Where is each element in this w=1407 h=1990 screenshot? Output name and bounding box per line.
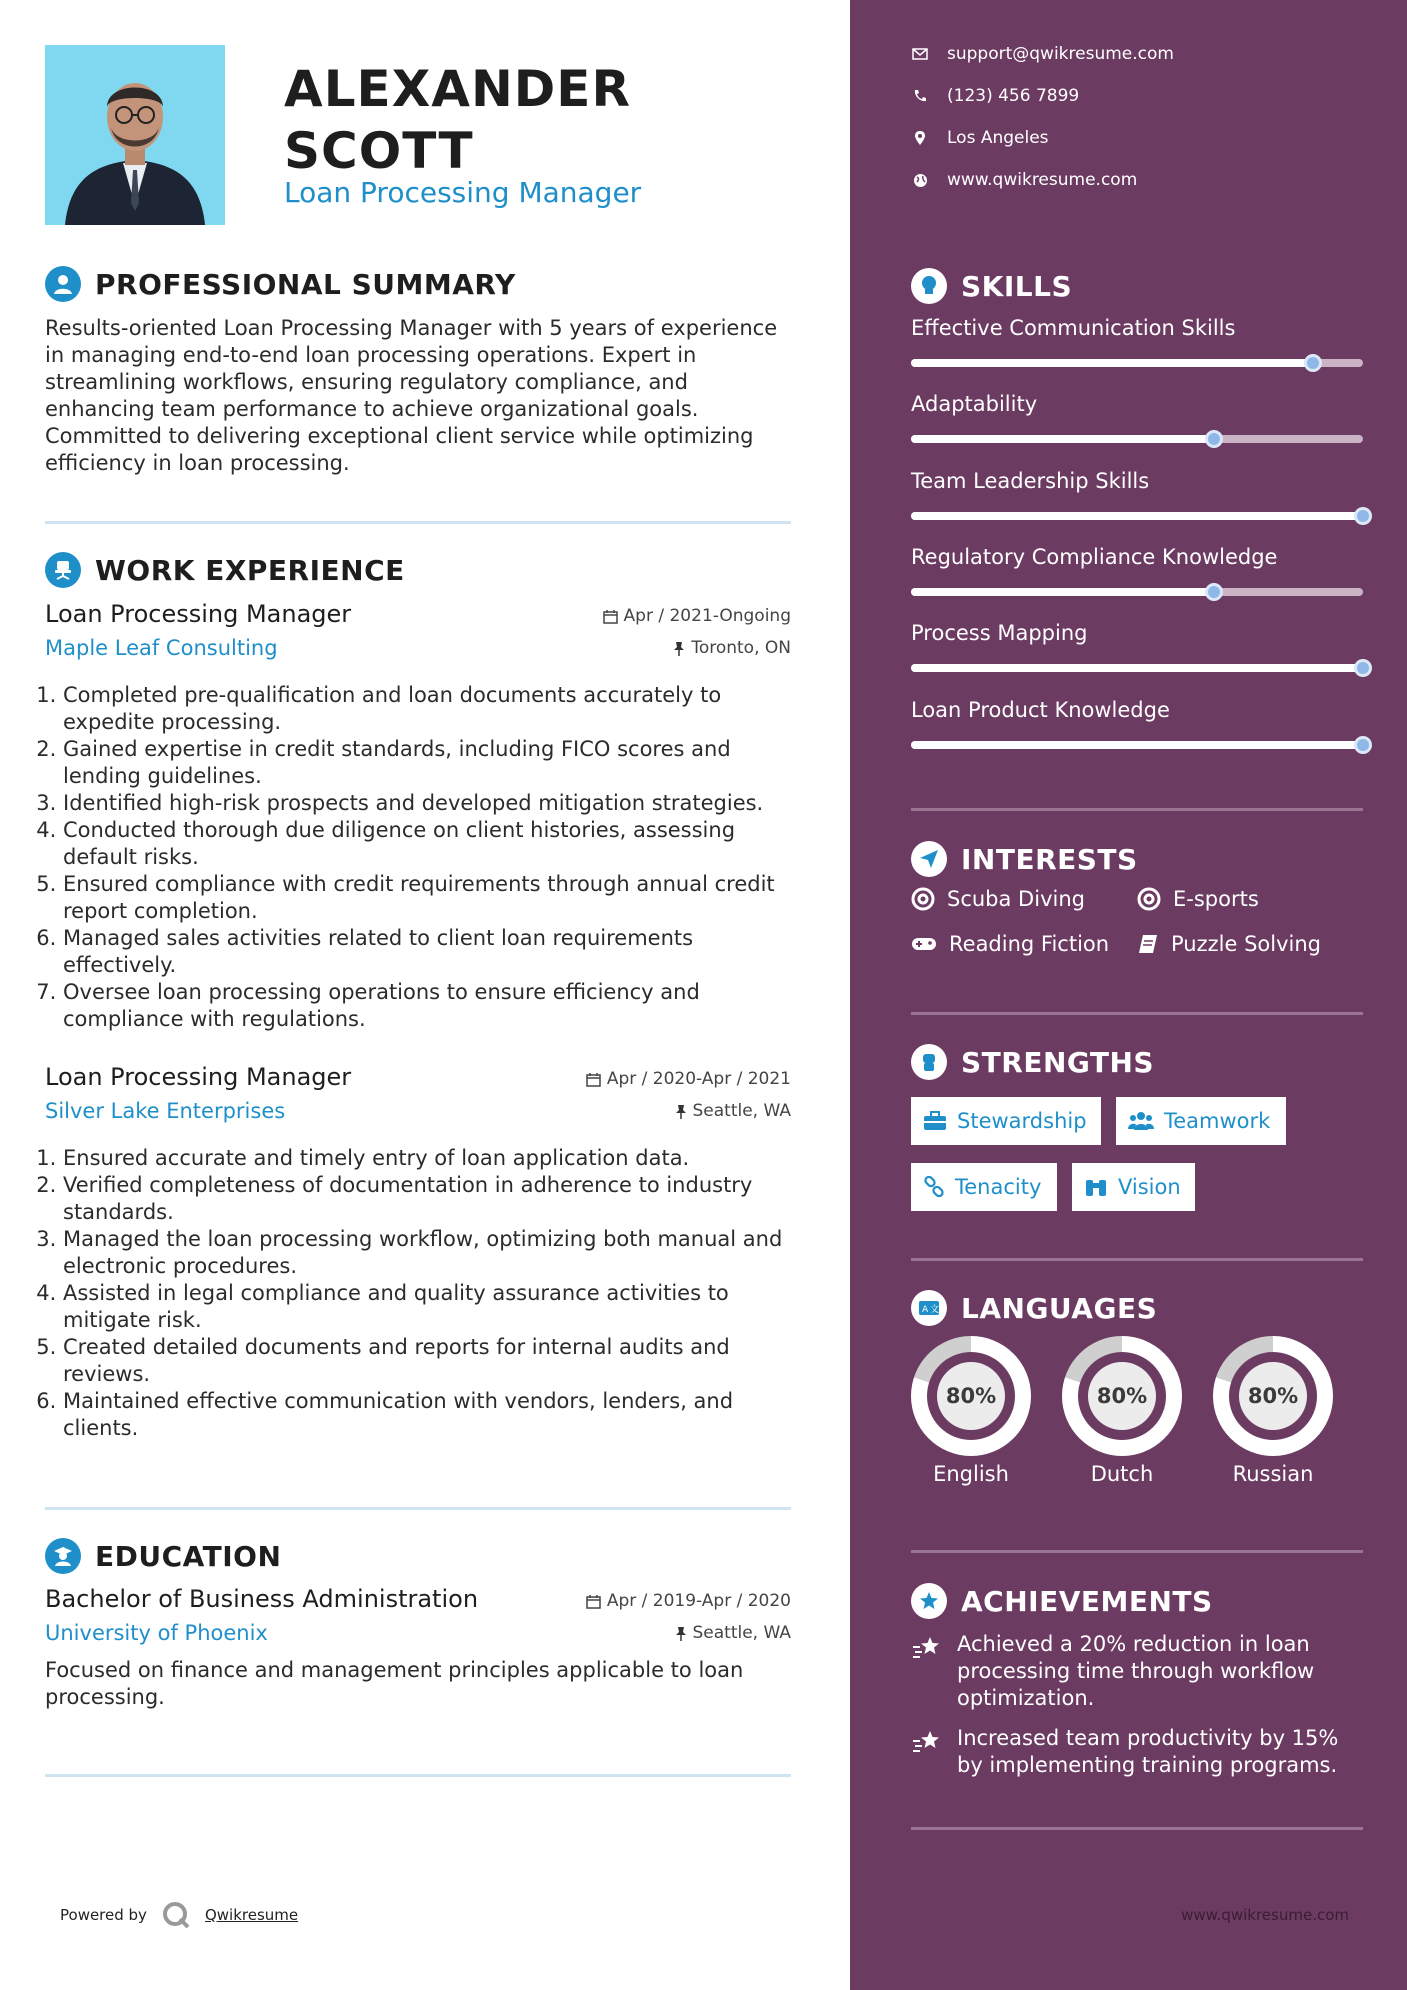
- interests-heading: [911, 841, 1138, 877]
- skill-item: [911, 545, 1363, 569]
- footer-website[interactable]: www.qwikresume.com: [1181, 1906, 1349, 1924]
- skill-item: [911, 698, 1363, 722]
- experience-title: WORK EXPERIENCE: [95, 553, 405, 587]
- skill-bar: [911, 435, 1363, 443]
- job-title: Loan Processing Manager: [284, 176, 642, 209]
- education-date-text: Apr / 2019-Apr / 2020: [606, 1591, 791, 1611]
- list-item: 4. Conducted thorough due diligence on client histories, assessing default risks.: [63, 817, 791, 871]
- interest-label: E-sports: [1173, 887, 1259, 911]
- lifebuoy-icon: [1137, 887, 1161, 911]
- achievements-heading: [911, 1583, 1213, 1619]
- skill-bar: [911, 664, 1363, 672]
- achievement-item: [911, 1725, 1363, 1779]
- education-entry: [45, 1585, 791, 1707]
- divider: [911, 808, 1363, 811]
- pin-icon: [673, 641, 685, 656]
- language-percent: 80%: [1088, 1362, 1156, 1430]
- strength-chip: [911, 1097, 1101, 1145]
- divider: [911, 1258, 1363, 1261]
- briefcase-icon: [923, 1111, 947, 1131]
- strengths-heading: [911, 1044, 1154, 1080]
- achievement-text: Achieved a 20% reduction in loan processing time through workflow optimization.: [957, 1632, 1315, 1710]
- list-item: 2. Verified completeness of documentation in adherence to industry standards.: [63, 1172, 791, 1226]
- strength-chip: [1072, 1163, 1195, 1211]
- contact-email-text: support@qwikresume.com: [947, 44, 1174, 64]
- binoculars-icon: [1084, 1177, 1108, 1197]
- language-name: Dutch: [1090, 1462, 1154, 1486]
- skill-item: [911, 392, 1363, 416]
- globe-icon: [911, 171, 929, 189]
- skill-item: [911, 316, 1363, 340]
- pin-icon: [675, 1104, 687, 1119]
- job-entry-company: Maple Leaf Consulting: [45, 636, 278, 660]
- contact-website-text: www.qwikresume.com: [947, 170, 1138, 190]
- skill-bar-knob: [1205, 430, 1223, 448]
- user-icon: [45, 266, 81, 302]
- skills-title: SKILLS: [961, 269, 1073, 303]
- star-badge-icon: [911, 1583, 947, 1619]
- pin-icon: [675, 1626, 687, 1641]
- list-item: 4. Assisted in legal compliance and quality assurance activities to mitigate risk.: [63, 1280, 791, 1334]
- fist-icon: [911, 1044, 947, 1080]
- summary-heading: [45, 266, 516, 302]
- job-entry-bullets: [45, 1145, 791, 1442]
- brand-link[interactable]: Qwikresume: [204, 1906, 299, 1924]
- powered-by: [60, 1900, 298, 1930]
- skill-bar-knob: [1354, 507, 1372, 525]
- education-school: University of Phoenix: [45, 1621, 268, 1645]
- name-line-1: ALEXANDER: [284, 60, 631, 118]
- contact-email[interactable]: [911, 44, 1174, 64]
- svg-text:文: 文: [930, 1305, 940, 1315]
- shooting-star-icon: [911, 1727, 943, 1759]
- strength-label: Stewardship: [957, 1109, 1087, 1133]
- education-description: Focused on finance and management principles applicable to loan processing.: [45, 1658, 744, 1709]
- strength-label: Tenacity: [955, 1175, 1042, 1199]
- interest-label: Scuba Diving: [947, 887, 1085, 911]
- skill-label: Team Leadership Skills: [911, 469, 1150, 493]
- powered-by-label: Powered by: [60, 1906, 147, 1924]
- strength-label: Vision: [1118, 1175, 1181, 1199]
- list-item: 6. Managed sales activities related to client loan requirements effectively.: [63, 925, 791, 979]
- translate-icon: [911, 1290, 947, 1326]
- skills-heading: [911, 268, 1072, 304]
- languages-heading: [911, 1290, 1157, 1326]
- job-entry-location: [673, 638, 791, 658]
- contact-phone[interactable]: [911, 86, 1079, 106]
- interest-label: Puzzle Solving: [1171, 932, 1321, 956]
- divider: [45, 1507, 791, 1510]
- job-entry: [45, 1063, 791, 1442]
- list-item: 1. Ensured accurate and timely entry of loan application data.: [63, 1145, 791, 1172]
- skill-label: Effective Communication Skills: [911, 316, 1236, 340]
- job-entry-location-text: Toronto, ON: [691, 638, 791, 658]
- languages-title: LANGUAGES: [961, 1291, 1158, 1325]
- contact-phone-text: (123) 456 7899: [947, 86, 1080, 106]
- job-entry-date: [603, 606, 791, 626]
- job-entry-date-text: Apr / 2020-Apr / 2021: [606, 1069, 791, 1089]
- skill-bar-fill: [911, 741, 1363, 749]
- skill-bar-fill: [911, 588, 1214, 596]
- lightbulb-icon: [911, 268, 947, 304]
- divider: [911, 1550, 1363, 1553]
- job-entry-title: Loan Processing Manager: [45, 600, 352, 628]
- job-entry-date: [586, 1069, 791, 1089]
- skill-bar: [911, 741, 1363, 749]
- language-item: [1213, 1336, 1333, 1486]
- summary-text: Results-oriented Loan Processing Manager with 5 years of experience in managing end-to-end loan processing operations. Expert in streamlining workflows, ensuring regulatory compliance, and enhancing team performance to achieve organizational goals. Committed to delivering exceptional client service while optimizing efficiency in loan processing.: [45, 316, 778, 475]
- job-entry-location: [675, 1101, 792, 1121]
- job-entry-company: Silver Lake Enterprises: [45, 1099, 286, 1123]
- divider: [911, 1012, 1363, 1015]
- paper-plane-icon: [911, 841, 947, 877]
- skill-label: Regulatory Compliance Knowledge: [911, 545, 1278, 569]
- gamepad-icon: [911, 935, 937, 953]
- skill-bar: [911, 359, 1363, 367]
- interest-label: Reading Fiction: [949, 932, 1110, 956]
- education-location: [675, 1623, 792, 1643]
- summary-title: PROFESSIONAL SUMMARY: [95, 267, 516, 301]
- interest-item: [911, 932, 1109, 956]
- strength-chip: [911, 1163, 1057, 1211]
- contact-website[interactable]: [911, 170, 1137, 190]
- list-item: 3. Managed the loan processing workflow, optimizing both manual and electronic procedures.: [63, 1226, 791, 1280]
- language-progress-ring: [1213, 1336, 1333, 1456]
- achievements-title: ACHIEVEMENTS: [961, 1584, 1213, 1618]
- achievement-text: Increased team productivity by 15% by implementing training programs.: [957, 1726, 1339, 1777]
- skill-bar-knob: [1354, 736, 1372, 754]
- envelope-icon: [911, 45, 929, 63]
- users-icon: [1128, 1111, 1154, 1131]
- language-item: [911, 1336, 1031, 1486]
- skill-bar-knob: [1354, 659, 1372, 677]
- interests-title: INTERESTS: [961, 842, 1138, 876]
- skill-bar-fill: [911, 435, 1214, 443]
- language-name: English: [933, 1462, 1009, 1486]
- education-title: EDUCATION: [95, 1539, 282, 1573]
- profile-photo: [45, 45, 225, 225]
- interest-item: [1137, 887, 1259, 911]
- language-progress-ring: [911, 1336, 1031, 1456]
- skill-bar-knob: [1205, 583, 1223, 601]
- skill-label: Loan Product Knowledge: [911, 698, 1170, 722]
- language-percent: 80%: [937, 1362, 1005, 1430]
- skill-label: Process Mapping: [911, 621, 1088, 645]
- book-icon: [1137, 933, 1159, 955]
- interest-item: [1137, 932, 1321, 956]
- language-item: [1062, 1336, 1182, 1486]
- divider: [911, 1827, 1363, 1830]
- skill-bar: [911, 512, 1363, 520]
- achievement-item: [911, 1631, 1363, 1712]
- language-percent: 80%: [1239, 1362, 1307, 1430]
- job-entry-bullets: [45, 682, 791, 1033]
- graduate-icon: [45, 1538, 81, 1574]
- contact-location-text: Los Angeles: [947, 128, 1049, 148]
- link-icon: [923, 1176, 945, 1198]
- skill-bar: [911, 588, 1363, 596]
- job-entry-title: Loan Processing Manager: [45, 1063, 352, 1091]
- skill-label: Adaptability: [911, 392, 1038, 416]
- list-item: 6. Maintained effective communication with vendors, lenders, and clients.: [63, 1388, 791, 1442]
- skill-item: [911, 469, 1363, 493]
- education-heading: [45, 1538, 281, 1574]
- list-item: 5. Ensured compliance with credit requirements through annual credit report completion.: [63, 871, 791, 925]
- calendar-icon: [586, 1594, 601, 1609]
- contact-location: [911, 128, 1049, 148]
- language-name: Russian: [1232, 1462, 1314, 1486]
- phone-icon: [911, 87, 929, 105]
- strength-chip: [1116, 1097, 1286, 1145]
- skill-bar-fill: [911, 664, 1363, 672]
- skill-bar-fill: [911, 512, 1363, 520]
- divider: [45, 521, 791, 524]
- strength-label: Teamwork: [1164, 1109, 1271, 1133]
- education-degree: Bachelor of Business Administration: [45, 1585, 479, 1613]
- lifebuoy-icon: [911, 887, 935, 911]
- office-chair-icon: [45, 552, 81, 588]
- strengths-title: STRENGTHS: [961, 1045, 1155, 1079]
- qwikresume-logo-icon: [161, 1900, 191, 1930]
- location-pin-icon: [911, 129, 929, 147]
- skill-bar-fill: [911, 359, 1313, 367]
- experience-heading: [45, 552, 405, 588]
- interest-item: [911, 887, 1085, 911]
- list-item: 3. Identified high-risk prospects and developed mitigation strategies.: [63, 790, 791, 817]
- list-item: 1. Completed pre-qualification and loan documents accurately to expedite processing.: [63, 682, 791, 736]
- job-entry: [45, 600, 791, 1033]
- calendar-icon: [586, 1072, 601, 1087]
- divider: [45, 1774, 791, 1777]
- list-item: 7. Oversee loan processing operations to ensure efficiency and compliance with regulations.: [63, 979, 791, 1033]
- name-line-2: SCOTT: [284, 122, 474, 180]
- svg-text:A: A: [922, 1305, 929, 1315]
- calendar-icon: [603, 609, 618, 624]
- language-progress-ring: [1062, 1336, 1182, 1456]
- candidate-name: [284, 58, 631, 182]
- job-entry-location-text: Seattle, WA: [692, 1101, 791, 1121]
- education-date: [586, 1591, 791, 1611]
- list-item: 5. Created detailed documents and reports for internal audits and reviews.: [63, 1334, 791, 1388]
- job-entry-date-text: Apr / 2021-Ongoing: [623, 606, 791, 626]
- list-item: 2. Gained expertise in credit standards, including FICO scores and lending guidelines.: [63, 736, 791, 790]
- education-location-text: Seattle, WA: [692, 1623, 791, 1643]
- skill-item: [911, 621, 1363, 645]
- shooting-star-icon: [911, 1633, 943, 1665]
